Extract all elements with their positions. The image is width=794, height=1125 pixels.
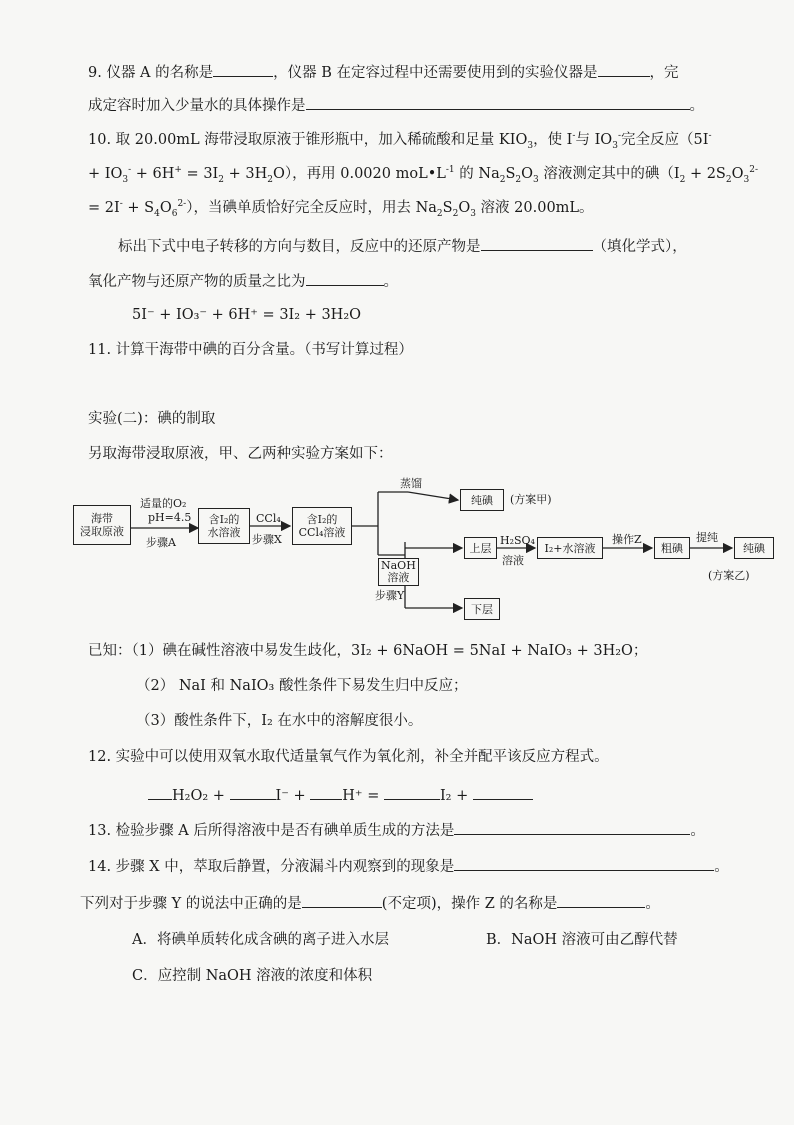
flow-box-pure-iodine-b: 纯碘: [734, 537, 774, 559]
flow-box-pure-iodine-a: 纯碘: [460, 489, 504, 511]
q10-blank-reduction-product[interactable]: [481, 236, 593, 251]
q12-blank-iodide[interactable]: [230, 785, 276, 800]
q9-blank-c[interactable]: [306, 95, 690, 110]
flow-label-h2so4: H₂SO₄: [500, 534, 535, 547]
known-2: （2） NaI 和 NaIO₃ 酸性条件下易发生归中反应；: [136, 678, 468, 694]
q12-blank-product[interactable]: [473, 785, 533, 800]
flow-label-plan-a: (方案甲): [510, 493, 552, 506]
flow-label-step-x: 步骤X: [252, 533, 282, 546]
flow-label-step-a: 步骤A: [146, 536, 176, 549]
q14-blank-phenomenon[interactable]: [454, 856, 714, 871]
q10-line4: 标出下式中电子转移的方向与数目，反应中的还原产物是 （填化学式），: [118, 236, 687, 257]
flow-label-h2so4-solution: 溶液: [502, 554, 524, 567]
q14-line2: 下列对于步骤 Y 的说法中正确的是 (不定项)，操作 Z 的名称是 。: [80, 893, 660, 914]
q14-blank-op-z[interactable]: [557, 893, 645, 908]
flow-label-plan-b: (方案乙): [708, 569, 750, 582]
known-1: 已知：（1）碘在碱性溶液中易发生歧化，3I₂ + 6NaOH = 5NaI + NaIO₃ + 3H₂O；: [88, 643, 648, 659]
flow-box-lower-layer: 下层: [464, 598, 500, 620]
flow-label-o2: 适量的O₂: [140, 497, 187, 510]
flow-label-ccl4: CCl₄: [256, 512, 281, 525]
flow-label-op-z: 操作Z: [612, 533, 642, 546]
q10-line3: = $2I^- + S_4O_6^{2-}$），当碘单质恰好完全反应时，用去 $Na_2S_2O_3$ 溶液 20.00mL。: [88, 199, 594, 219]
flow-label-ph: pH=4.5: [148, 511, 192, 524]
q10-line5: 氧化产物与还原产物的质量之比为 。: [88, 271, 398, 292]
q10-blank-mass-ratio[interactable]: [306, 271, 384, 286]
flow-box-upper-layer: 上层: [464, 537, 497, 559]
flow-label-purify: 提纯: [696, 531, 718, 544]
known-3: （3）酸性条件下，I₂ 在水中的溶解度很小。: [136, 713, 423, 729]
flow-box-i2-aqueous: 含I₂的 水溶液: [198, 508, 250, 544]
flow-label-step-y: 步骤Y: [375, 589, 405, 602]
q12-text: 12. 实验中可以使用双氧水取代适量氧气作为氧化剂，补全并配平该反应方程式。: [88, 749, 609, 765]
q14-option-c[interactable]: C．应控制 NaOH 溶液的浓度和体积: [132, 968, 373, 984]
q9-line1: 9. 仪器 A 的名称是 ，仪器 B 在定容过程中还需要使用到的实验仪器是 ，完: [88, 62, 679, 83]
q10-line2: + $IO_3^- + 6H^+ = 3I_2 + 3H_2O$），再用 0.0020 $moL•L^{-1}$ 的 $Na_2S_2O_3$ 溶液测定其中的碘（$I_2 + 2S_2O_3^{2-}$: [88, 165, 759, 185]
q9-blank-b[interactable]: [598, 62, 650, 77]
flow-label-distill: 蒸馏: [400, 477, 422, 490]
flow-box-i2-ccl4: 含I₂的 CCl₄溶液: [292, 507, 352, 545]
q12-equation: H₂O₂ + I⁻ + H⁺ = I₂ +: [148, 785, 533, 806]
q12-blank-h[interactable]: [310, 785, 342, 800]
q12-blank-h2o2[interactable]: [148, 785, 172, 800]
q13-text: 13. 检验步骤 A 后所得溶液中是否有碘单质生成的方法是 。: [88, 820, 705, 841]
q9-line2: 成定容时加入少量水的具体操作是 。: [88, 95, 704, 116]
flow-label-naoh: NaOH 溶液: [378, 558, 419, 586]
exp2-title: 实验(二)：碘的制取: [88, 411, 216, 427]
q10-line1: 10. 取 20.00mL 海带浸取原液于锥形瓶中，加入稀硫酸和足量 $KIO_3$，使 I-与 $IO_3^-$完全反应（5I-: [88, 131, 712, 151]
q9-blank-a[interactable]: [213, 62, 273, 77]
flow-box-i2-water: I₂+水溶液: [537, 537, 603, 559]
q13-blank[interactable]: [454, 820, 690, 835]
q12-blank-i2[interactable]: [384, 785, 440, 800]
q14-option-b[interactable]: B．NaOH 溶液可由乙醇代替: [486, 932, 678, 948]
q10-equation: 5I⁻ + IO₃⁻ + 6H⁺ = 3I₂ + 3H₂O: [132, 307, 362, 323]
q11-text: 11. 计算干海带中碘的百分含量。（书写计算过程）: [88, 342, 413, 358]
q14-option-a[interactable]: A．将碘单质转化成含碘的离子进入水层: [132, 932, 389, 948]
q14-text: 14. 步骤 X 中，萃取后静置，分液漏斗内观察到的现象是 。: [88, 856, 729, 877]
flow-box-seaweed-extract: 海带 浸取原液: [73, 505, 131, 545]
exp2-intro: 另取海带浸取原液，甲、乙两种实验方案如下：: [88, 446, 393, 462]
flow-box-crude-iodine: 粗碘: [654, 537, 690, 559]
q14-blank-step-y[interactable]: [302, 893, 382, 908]
